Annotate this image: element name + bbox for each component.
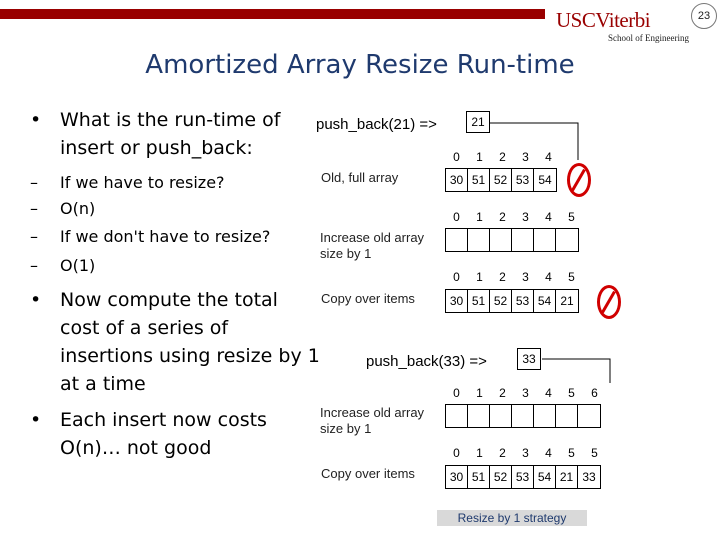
- index-row-resized: 0 1 2 3 4 5: [453, 210, 575, 224]
- prohibit-icon: [597, 285, 621, 319]
- bullet-dot-icon: •: [30, 289, 42, 311]
- page-number: 23: [691, 3, 717, 29]
- copy-items-label-2: Copy over items: [321, 466, 415, 481]
- array-cell: 53: [512, 466, 534, 488]
- array-cell: 51: [468, 466, 490, 488]
- logo-main-text: USCViterbi: [556, 8, 651, 32]
- array-cell: 53: [512, 290, 534, 312]
- push-value-21: 21: [466, 111, 490, 133]
- old-array: [445, 168, 557, 192]
- copy-items-label: Copy over items: [321, 291, 415, 306]
- old-array-label: Old, full array: [321, 170, 399, 185]
- array-cell: 52: [490, 169, 512, 191]
- bullet-dot-icon: •: [30, 109, 42, 131]
- array-cell: 30: [446, 466, 468, 488]
- copied-array-2: [445, 465, 601, 489]
- logo-sub-text: School of Engineering: [608, 33, 689, 43]
- index-row-copied-2: 0 1 2 3 4 5 5: [453, 446, 598, 460]
- index-row-copied: 0 1 2 3 4 5: [453, 270, 575, 284]
- array-cell: 21: [556, 466, 578, 488]
- array-cell: 30: [446, 169, 468, 191]
- array-cell: 30: [446, 290, 468, 312]
- push-back-33-label: push_back(33) =>: [366, 353, 487, 370]
- array-cell: 54: [534, 290, 556, 312]
- increase-array-label-2: Increase old array size by 1: [320, 405, 425, 436]
- copied-array: [445, 289, 579, 313]
- array-cell: 52: [490, 466, 512, 488]
- array-cell: 51: [468, 290, 490, 312]
- array-cell: 33: [582, 470, 596, 484]
- strategy-caption: Resize by 1 strategy: [437, 510, 587, 526]
- array-cell: 52: [490, 290, 512, 312]
- array-cell: 21: [560, 294, 574, 308]
- array-cell: 54: [534, 466, 556, 488]
- prohibit-icon: [567, 163, 591, 197]
- slide-title: Amortized Array Resize Run-time: [145, 50, 575, 80]
- resized-empty-array: [445, 228, 579, 252]
- increase-array-label: Increase old array size by 1: [320, 230, 425, 261]
- push-back-21-label: push_back(21) =>: [316, 116, 437, 133]
- array-cell: 51: [468, 169, 490, 191]
- resized-empty-array-2: [445, 404, 601, 428]
- array-cell: 54: [538, 173, 552, 187]
- index-row-resized-2: 0 1 2 3 4 5 6: [453, 386, 598, 400]
- index-row-old: 0 1 2 3 4: [453, 150, 552, 164]
- push-value-33: 33: [517, 348, 541, 370]
- bullet-dot-icon: •: [30, 409, 42, 431]
- array-cell: 53: [512, 169, 534, 191]
